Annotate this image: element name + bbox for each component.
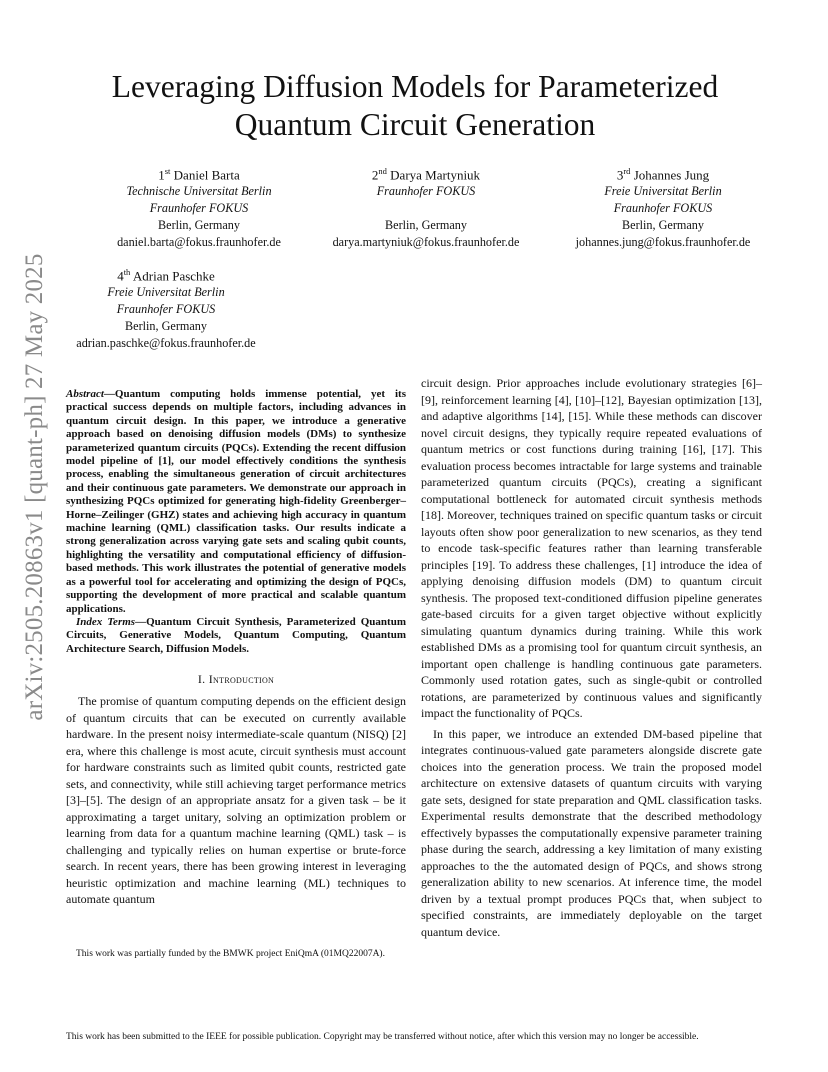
author-affiliation-2: Fraunhofer FOKUS xyxy=(116,302,216,317)
author-city: Berlin, Germany xyxy=(125,319,207,334)
index-terms-text: —Quantum Circuit Synthesis, Parameterized Quantum Circuits, Generative Models, Quantum Computing, Quantum Architecture Search, Diffusion Models. xyxy=(66,615,406,655)
abstract-label: Abstract xyxy=(66,388,104,400)
left-column xyxy=(66,388,406,908)
section-heading-introduction: I. Introduction xyxy=(197,672,275,687)
author-email: daniel.barta@fokus.fraunhofer.de xyxy=(117,235,281,250)
author-affiliation-1: Freie Universitat Berlin xyxy=(107,285,225,300)
author-email: johannes.jung@fokus.fraunhofer.de xyxy=(575,235,751,250)
author-affiliation-2: Fraunhofer FOKUS xyxy=(613,201,713,216)
author-name: 4th Adrian Paschke xyxy=(117,267,215,284)
author-affiliation-1: Technische Universitat Berlin xyxy=(126,184,272,199)
author-name: 1st Daniel Barta xyxy=(158,166,240,183)
author-block-3 xyxy=(560,163,766,251)
abstract xyxy=(66,388,406,616)
author-block-1 xyxy=(104,163,294,251)
intro-paragraph-1: The promise of quantum computing depends on the efficient design of quantum circuits that can be executed on currently available hardware. In the present noisy intermediate-scale quantum (NISQ) [2] era, where this challenge is most acute, circuit synthesis must account for hardware constraints such as limited qubit counts, restricted gate sets, and connectivity, while still achieving target performance metrics [3]–[5]. The design of an appropriate ansatz for a given task – be it approximating a target unitary, solving an optimization problem or learning from data for a quantum machine learning (QML) task – is challenging and typically relies on human expertise or brute-force search. In recent years, there has been growing interest in leveraging heuristic optimization and machine learning (ML) techniques to automate quantum xyxy=(66,694,406,907)
index-terms-label: Index Terms xyxy=(76,615,136,628)
funding-footnote: This work was partially funded by the BMWK project EniQmA (01MQ22007A). xyxy=(76,949,385,959)
author-block-4 xyxy=(64,264,268,352)
intro-paragraph-2: In this paper, we introduce an extended DM-based pipeline that integrates continuous-valued gate parameters alongside discrete gate choices into the generation process. We train the proposed model architecture on extensive datasets of quantum circuits with varying gate sets, designed for state preparation and QML classification tasks. Experimental results demonstrate that the described methodology effectively bypasses the computationally expensive parameter training phase during the search, addressing a key limitation of many existing approaches to the the automated design of PQCs, and shows strong generalization ability to new scenarios. At inference time, the model driven by a textual prompt produces PQCs that, when subject to specified constraints, are immediately deployable on the target quantum device. xyxy=(421,726,762,939)
author-city: Berlin, Germany xyxy=(158,218,240,233)
author-affiliation-1: Freie Universitat Berlin xyxy=(604,184,722,199)
author-city: Berlin, Germany xyxy=(622,218,704,233)
arxiv-identifier-text: arXiv:2505.20863v1 [quant-ph] 27 May 2025 xyxy=(21,253,48,721)
author-affiliation-2 xyxy=(318,200,534,217)
author-affiliation-2: Fraunhofer FOKUS xyxy=(149,201,249,216)
paper-title xyxy=(60,68,770,144)
right-column xyxy=(421,375,762,940)
arxiv-identifier-stamp xyxy=(20,253,50,721)
author-email: darya.martyniuk@fokus.fraunhofer.de xyxy=(332,235,520,250)
author-city: Berlin, Germany xyxy=(385,218,467,233)
author-name: 3rd Johannes Jung xyxy=(616,166,710,183)
abstract-text: —Quantum computing holds immense potential, yet its practical success depends on multiple factors, including advances in quantum circuit design. In this paper, we introduce a generative approach based on denoising diffusion models (DMs) to synthesize parameterized quantum circuits (PQCs). Extending the recent diffusion model pipeline of [1], our model effectively conditions the synthesis process, enabling the simultaneous generation of circuit architectures and their continuous gate parameters. We demonstrate our approach in synthesizing PQCs optimized for generating high-fidelity Greenberger–Horne–Zeilinger (GHZ) states and achieving high accuracy in quantum machine learning (QML) classification tasks. Our results indicate a strong generalization across varying gate sets and scaling qubit counts, highlighting the versatility and computational efficiency of diffusion-based methods. This work illustrates the potential of generative models as a powerful tool for accelerating and optimizing the design of PQCs, supporting the development of more practical and scalable quantum applications. xyxy=(66,388,406,615)
author-block-2 xyxy=(318,163,534,251)
author-name: 2nd Darya Martyniuk xyxy=(371,166,481,183)
index-terms xyxy=(66,616,406,656)
intro-paragraph-1-continued: circuit design. Prior approaches include evolutionary strategies [6]–[9], reinforcement learning [4], [10]–[12], Bayesian optimization [13], and adaptive algorithms [14], [15]. While these methods can discover novel circuit designs, they typically require repeated evaluations of quantum metrics or cost functions during training [16], [17]. This evaluation process becomes intractable for large systems and trainable parameterized quantum circuits (PQCs), creating a significant computational bottleneck for automated circuit synthesis methods [18]. Moreover, techniques trained on specific quantum tasks or circuit layouts often show poor generalization to new scenarios, as they tend to encode task-specific features rather than learning transferable principles [19]. To address these challenges, [1] introduce the idea of applying denoising diffusion models (DM) to quantum circuit synthesis. The proposed text-conditioned diffusion pipeline generates gate-based circuits for a given target objective without explicitly simulating quantum dynamics during training. While this work established DMs as a promising tool for quantum circuit synthesis, an important open challenge is handling continuous gate parameters. Commonly used rotation gates, such as single-qubit or controlled rotations, are parameterized by continuous values and significantly impact the functionality of PQCs. xyxy=(421,376,762,720)
author-email: adrian.paschke@fokus.fraunhofer.de xyxy=(76,336,256,351)
title-line-2: Quantum Circuit Generation xyxy=(234,107,596,142)
title-line-1: Leveraging Diffusion Models for Parameterized xyxy=(111,69,719,104)
author-affiliation-1: Fraunhofer FOKUS xyxy=(376,184,476,199)
ieee-submission-notice: This work has been submitted to the IEEE for possible publication. Copyright may be transferred without notice, after which this version may no longer be accessible. xyxy=(66,1032,699,1042)
